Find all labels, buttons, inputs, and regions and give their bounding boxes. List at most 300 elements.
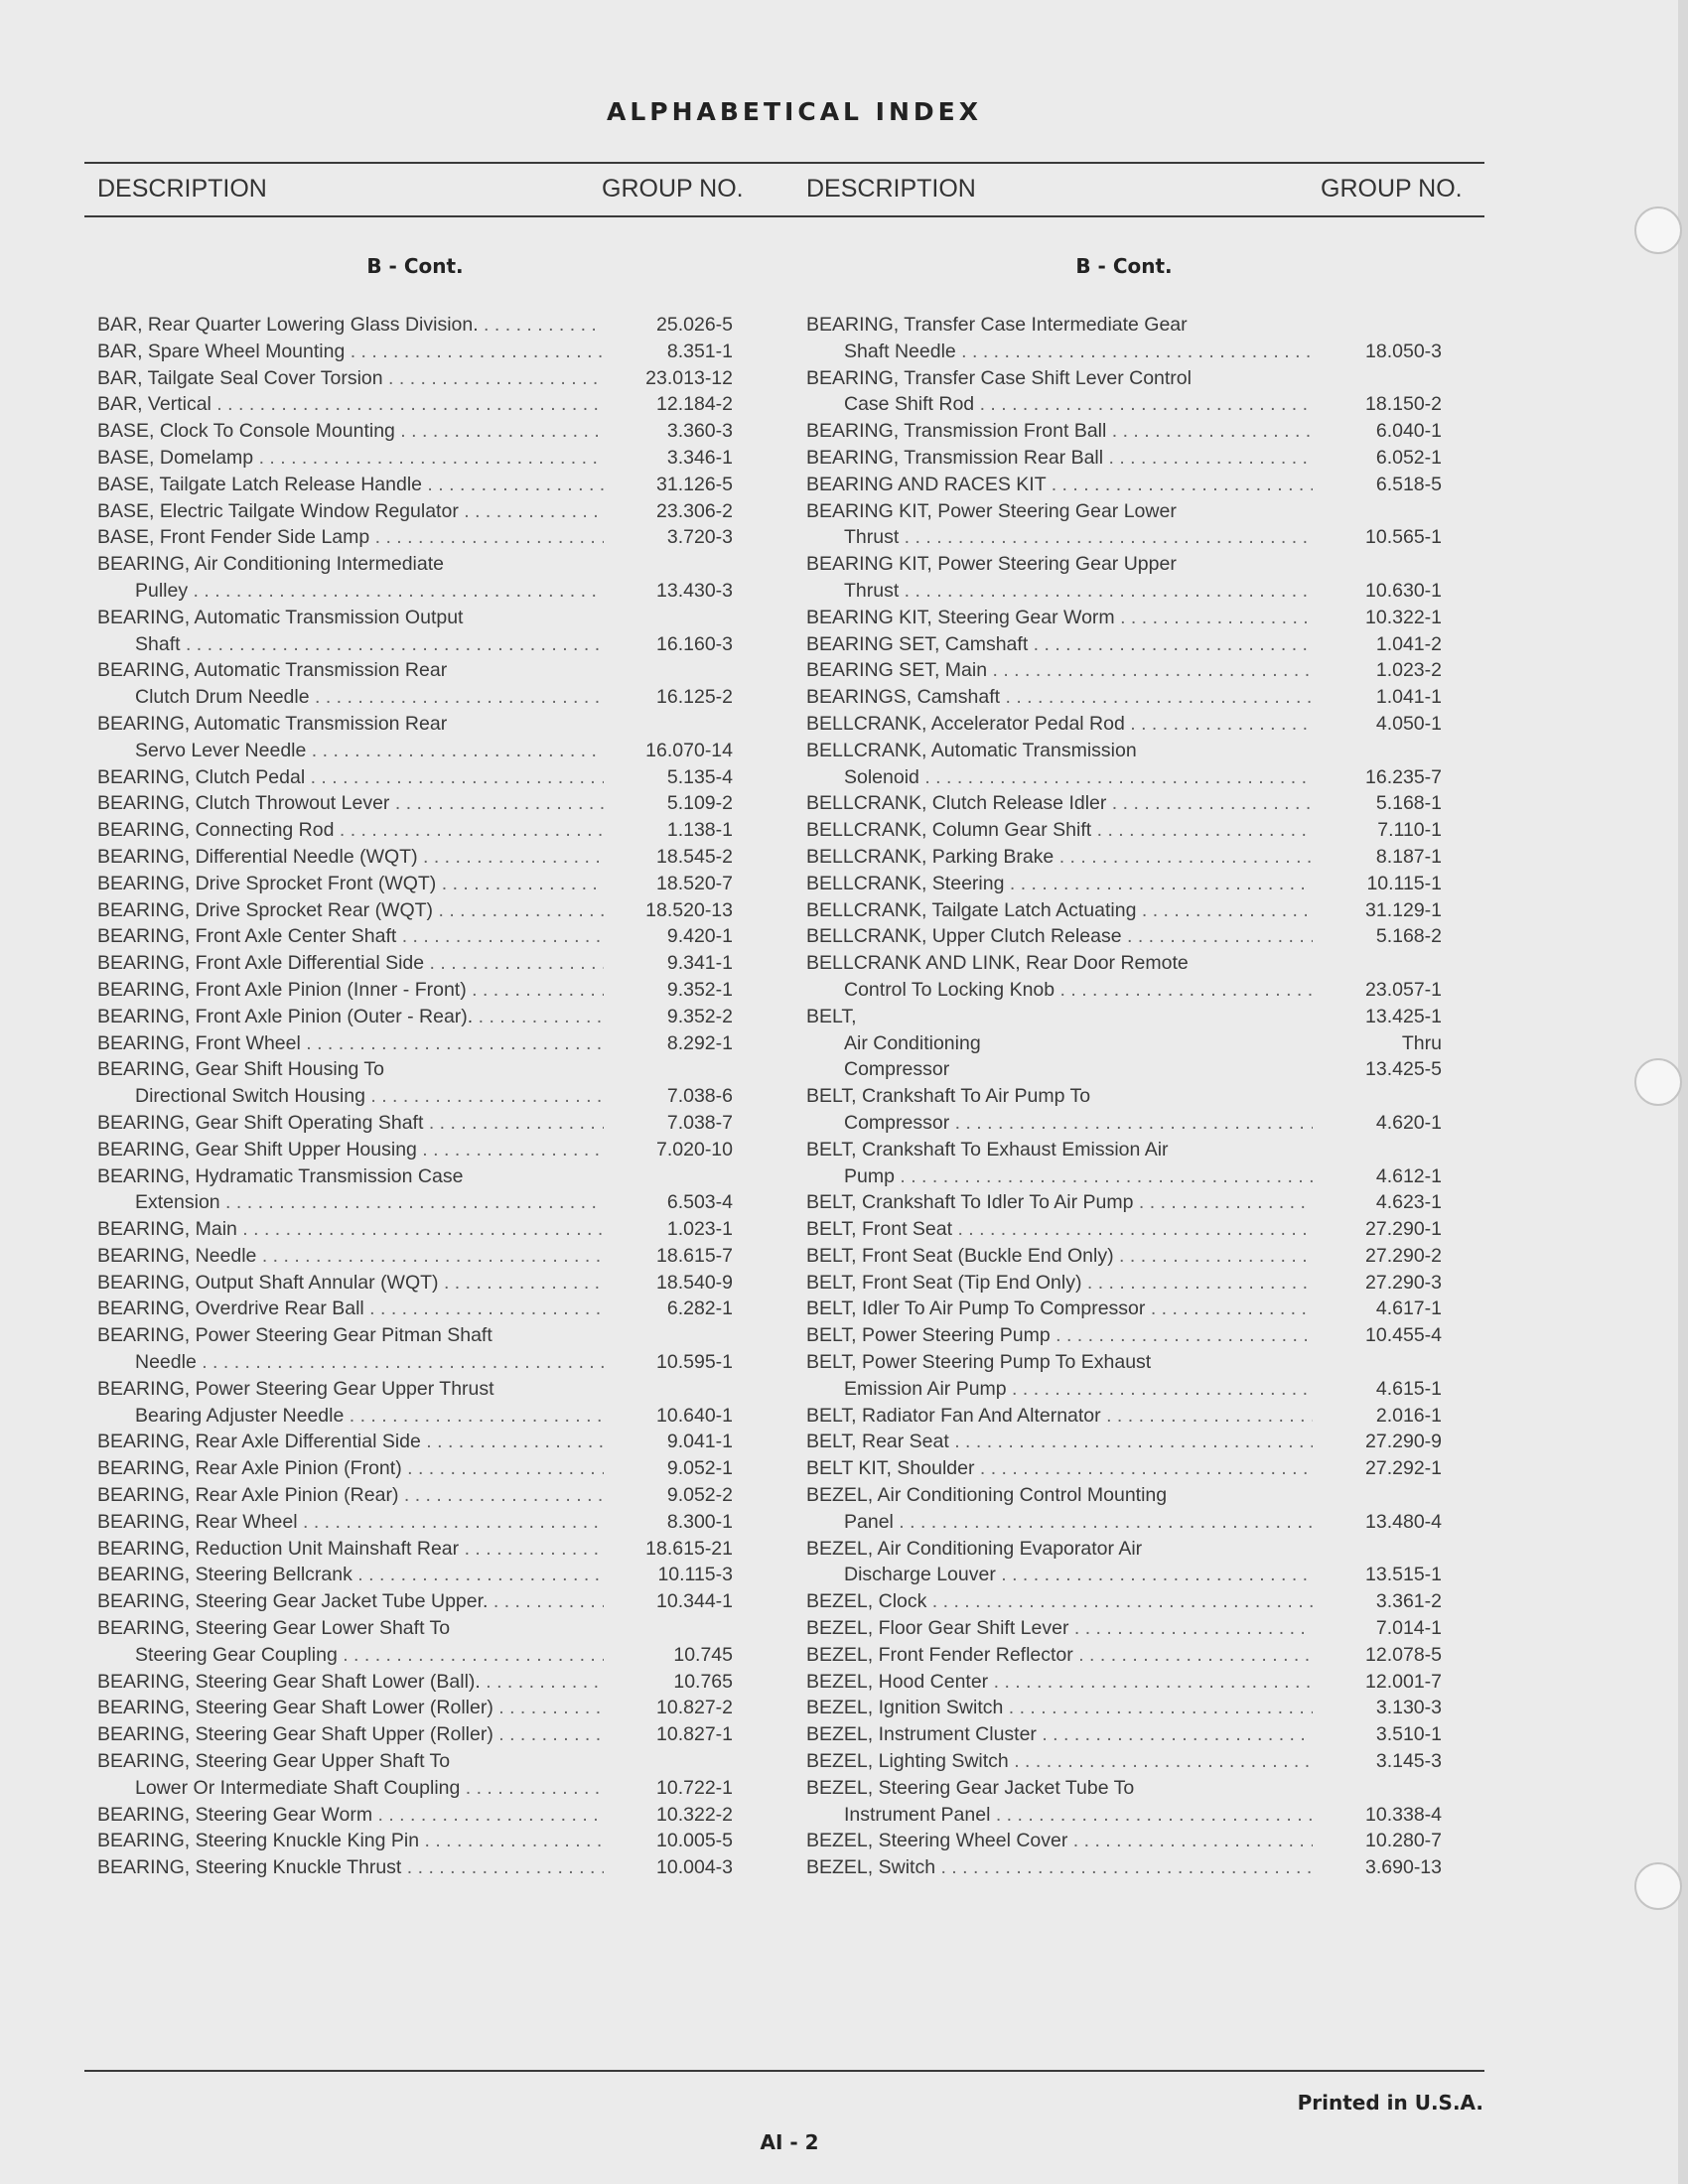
entry-description: BEARING SET, Camshaft . . .: [806, 631, 1313, 658]
entry-group-number: 1.041-1: [1375, 686, 1442, 709]
entry-group-number: 16.160-3: [656, 632, 733, 655]
index-entry: [97, 1004, 733, 1030]
entry-description: Needle . . .: [135, 1349, 604, 1376]
entry-line: [806, 1083, 1442, 1110]
index-entry: [806, 445, 1442, 472]
index-entry: [97, 844, 733, 871]
entry-line: [97, 1828, 733, 1854]
entry-line: [806, 418, 1442, 445]
index-entry: [806, 1482, 1442, 1536]
entry-description: BEARING, Steering Gear Jacket Tube Upper. . . .: [97, 1588, 604, 1615]
entry-description: BELT, Crankshaft To Idler To Air Pump . . .: [806, 1189, 1313, 1216]
entry-group-number: 10.115-3: [657, 1564, 733, 1586]
index-entry: [806, 1296, 1442, 1322]
entry-line: [806, 445, 1442, 472]
entry-description: Panel . . .: [844, 1509, 1313, 1536]
entry-group-number: 6.503-4: [666, 1191, 733, 1214]
entry-group-number: 4.617-1: [1375, 1297, 1442, 1320]
index-entry: [97, 1270, 733, 1297]
index-entry: [806, 472, 1442, 498]
entry-group-number: 10.640-1: [656, 1404, 733, 1427]
entry-group-number: 10.827-2: [656, 1697, 733, 1719]
entry-group-number: 7.038-7: [666, 1111, 733, 1134]
index-entry: [97, 1296, 733, 1322]
entry-group-number: 23.057-1: [1365, 978, 1442, 1001]
entry-line: [806, 312, 1442, 339]
entry-line: [806, 1854, 1442, 1881]
entry-description: BELT, Crankshaft To Exhaust Emission Air: [806, 1138, 1169, 1160]
entry-line: [806, 764, 1442, 791]
entry-line: [806, 1695, 1442, 1721]
entry-group-number: 13.480-4: [1365, 1510, 1442, 1533]
entry-description: Pump . . .: [844, 1163, 1313, 1190]
entry-line: [806, 472, 1442, 498]
entry-line: [97, 1243, 733, 1270]
entry-group-number: 18.545-2: [656, 845, 733, 868]
entry-description: Steering Gear Coupling . . .: [135, 1642, 604, 1669]
index-entry: [97, 1455, 733, 1482]
index-entry: [806, 738, 1442, 791]
index-entry: [97, 1429, 733, 1455]
entry-group-number: 10.722-1: [656, 1776, 733, 1799]
entry-line: [97, 1349, 733, 1376]
index-entry: [97, 524, 733, 551]
index-entry: [97, 923, 733, 950]
entry-line: [97, 1189, 733, 1216]
index-entry: [806, 950, 1442, 1004]
entry-line: [97, 1775, 733, 1802]
entry-description: BEARING, Rear Axle Pinion (Front) . . .: [97, 1455, 604, 1482]
entry-group-number: 1.023-2: [1375, 659, 1442, 682]
entry-line: [97, 1403, 733, 1430]
binder-hole-top: [1634, 206, 1682, 254]
entry-group-number: 23.306-2: [656, 499, 733, 522]
entry-line: [97, 1004, 733, 1030]
entry-line: [806, 631, 1442, 658]
entry-group-number: 1.138-1: [666, 819, 733, 842]
entry-description: BEARING, Steering Gear Upper Shaft To: [97, 1750, 451, 1773]
entry-description: BEARING, Rear Axle Pinion (Rear) . . .: [97, 1482, 604, 1509]
index-entry: [97, 1376, 733, 1430]
entry-line: [806, 1243, 1442, 1270]
entry-group-number: 5.109-2: [666, 792, 733, 815]
entry-line: [97, 977, 733, 1004]
index-entry: [806, 1642, 1442, 1669]
entry-group-number: 8.187-1: [1375, 845, 1442, 868]
entry-group-number: 8.351-1: [666, 340, 733, 362]
entry-line: [806, 1721, 1442, 1748]
entry-group-number: 1.041-2: [1375, 632, 1442, 655]
entry-group-number: 10.115-1: [1366, 872, 1442, 894]
index-entry: [806, 1828, 1442, 1854]
entry-description: BEARING, Steering Gear Lower Shaft To: [97, 1617, 451, 1640]
entry-group-number: 9.041-1: [666, 1431, 733, 1453]
entry-group-number: 10.765: [673, 1670, 733, 1693]
index-entry: [806, 844, 1442, 871]
entry-group-number: 27.290-2: [1365, 1244, 1442, 1267]
entry-line: [806, 498, 1442, 525]
entry-group-number: Thru: [1401, 1031, 1442, 1054]
entry-line: [806, 897, 1442, 924]
entry-line: [97, 551, 733, 578]
entry-line: [97, 1083, 733, 1110]
entry-description: BEZEL, Floor Gear Shift Lever . . .: [806, 1615, 1313, 1642]
entry-description: BEARING, Steering Gear Worm . . .: [97, 1802, 604, 1829]
index-entry: [97, 551, 733, 605]
entry-description: BEZEL, Hood Center . . .: [806, 1669, 1313, 1696]
entry-description: BEZEL, Clock . . .: [806, 1588, 1313, 1615]
entry-line: [806, 1748, 1442, 1775]
index-entry: [97, 445, 733, 472]
entry-line: [97, 657, 733, 684]
page-title: ALPHABETICAL INDEX: [606, 97, 983, 126]
entry-line: [806, 1163, 1442, 1190]
entry-description: BELT, Crankshaft To Air Pump To: [806, 1085, 1091, 1108]
entry-description: BEARING KIT, Power Steering Gear Upper: [806, 553, 1177, 576]
index-entry: [806, 1004, 1442, 1083]
entry-description: BEARING, Automatic Transmission Rear: [97, 712, 448, 735]
entry-description: BEARING, Hydramatic Transmission Case: [97, 1164, 464, 1187]
entry-line: [97, 1322, 733, 1349]
index-entry: [97, 1509, 733, 1536]
entry-group-number: 16.125-2: [656, 686, 733, 709]
entry-line: [97, 1642, 733, 1669]
entry-description: BEARING SET, Main . . .: [806, 657, 1313, 684]
entry-line: [806, 977, 1442, 1004]
entry-description: BELLCRANK, Steering . . .: [806, 871, 1313, 897]
entry-group-number: 10.280-7: [1365, 1830, 1442, 1852]
entry-line: [97, 1802, 733, 1829]
entry-line: [806, 684, 1442, 711]
entry-line: [97, 1562, 733, 1588]
entry-line: [97, 472, 733, 498]
index-entry: [97, 977, 733, 1004]
entry-line: [97, 498, 733, 525]
entry-group-number: 5.168-1: [1375, 792, 1442, 815]
entry-description: BELT, Front Seat . . .: [806, 1216, 1313, 1243]
entry-group-number: 10.338-4: [1365, 1803, 1442, 1826]
entry-line: [806, 1110, 1442, 1137]
entry-line: [806, 1669, 1442, 1696]
entry-group-number: 8.300-1: [666, 1510, 733, 1533]
entry-description: BEARING KIT, Power Steering Gear Lower: [806, 499, 1177, 522]
entry-group-number: 10.004-3: [656, 1856, 733, 1879]
entry-description: BEZEL, Air Conditioning Evaporator Air: [806, 1537, 1143, 1560]
entry-description: BEARING, Front Axle Center Shaft . . .: [97, 923, 604, 950]
index-entry: [97, 472, 733, 498]
entry-line: [97, 605, 733, 631]
entry-description: BEARING, Transmission Rear Ball . . .: [806, 445, 1313, 472]
entry-group-number: 10.455-4: [1365, 1324, 1442, 1347]
entry-line: [806, 1349, 1442, 1376]
entry-description: BEARING, Drive Sprocket Rear (WQT) . . .: [97, 897, 604, 924]
entry-description: BELT, Power Steering Pump . . .: [806, 1322, 1313, 1349]
entry-group-number: 9.052-2: [666, 1484, 733, 1507]
header-rule-top: [84, 162, 1484, 164]
entry-group-number: 9.052-1: [666, 1457, 733, 1480]
index-entry: [97, 498, 733, 525]
index-entry: [97, 1322, 733, 1376]
entry-group-number: 1.023-1: [666, 1218, 733, 1241]
index-entry: [806, 1721, 1442, 1748]
entry-line: [806, 1642, 1442, 1669]
entry-line: [97, 391, 733, 418]
entry-line: [806, 711, 1442, 738]
index-entry: [806, 1083, 1442, 1137]
entry-group-number: 3.361-2: [1375, 1590, 1442, 1613]
entry-group-number: 10.344-1: [656, 1590, 733, 1613]
entry-line: [97, 950, 733, 977]
index-entry: [97, 605, 733, 658]
index-entry: [806, 1588, 1442, 1615]
entry-group-number: 7.020-10: [656, 1138, 733, 1160]
index-entry: [806, 1429, 1442, 1455]
entry-line: [97, 1854, 733, 1881]
entry-line: [97, 1588, 733, 1615]
entry-description: BEARING, Needle . . .: [97, 1243, 604, 1270]
entry-group-number: 5.135-4: [666, 765, 733, 788]
entry-line: [97, 1695, 733, 1721]
index-entry: [806, 1322, 1442, 1349]
entry-line: [806, 1455, 1442, 1482]
entry-description: BEARING, Power Steering Gear Pitman Shaft: [97, 1324, 492, 1347]
index-entry: [806, 605, 1442, 631]
left-description-header: DESCRIPTION: [97, 175, 267, 203]
entry-description: Clutch Drum Needle . . .: [135, 684, 604, 711]
entry-line: [97, 339, 733, 365]
entry-description: Compressor . . .: [844, 1110, 1313, 1137]
entry-line: [97, 1110, 733, 1137]
entry-description: BEARING, Transfer Case Intermediate Gear: [806, 314, 1188, 336]
entry-group-number: 23.013-12: [645, 366, 733, 389]
entry-group-number: 9.352-2: [666, 1005, 733, 1027]
entry-description: BEARING AND RACES KIT . . .: [806, 472, 1313, 498]
index-entry: [806, 631, 1442, 658]
binder-hole-bottom: [1634, 1862, 1682, 1910]
entry-description: BEARING, Reduction Unit Mainshaft Rear . . .: [97, 1536, 604, 1563]
entry-description: BELLCRANK, Column Gear Shift . . .: [806, 817, 1313, 844]
entry-line: [806, 657, 1442, 684]
entry-line: [97, 418, 733, 445]
entry-group-number: 10.595-1: [656, 1351, 733, 1374]
right-group-header: GROUP NO.: [1321, 175, 1463, 203]
entry-line: [97, 631, 733, 658]
entry-group-number: 7.110-1: [1377, 819, 1442, 842]
entry-description: BEARING, Transfer Case Shift Lever Control: [806, 366, 1192, 389]
entry-line: [97, 844, 733, 871]
entry-description: BEZEL, Instrument Cluster . . .: [806, 1721, 1313, 1748]
right-section-heading: B - Cont.: [1075, 254, 1173, 278]
index-entry: [97, 1243, 733, 1270]
entry-line: [97, 764, 733, 791]
entry-line: [97, 684, 733, 711]
entry-line: [97, 1376, 733, 1403]
entry-group-number: 4.612-1: [1375, 1164, 1442, 1187]
entry-description: BELT, Rear Seat . . .: [806, 1429, 1313, 1455]
entry-description: Compressor: [844, 1058, 950, 1081]
entry-description: Instrument Panel . . .: [844, 1802, 1313, 1829]
index-entry: [806, 897, 1442, 924]
page-number: AI - 2: [760, 2130, 819, 2154]
entry-description: BELLCRANK, Parking Brake . . .: [806, 844, 1313, 871]
entry-group-number: 10.322-2: [656, 1803, 733, 1826]
entry-group-number: 12.184-2: [656, 393, 733, 416]
entry-description: BEARING, Steering Gear Shaft Lower (Ball). . . .: [97, 1669, 604, 1696]
entry-group-number: 25.026-5: [656, 314, 733, 336]
entry-line: [97, 1030, 733, 1057]
entry-line: [806, 871, 1442, 897]
entry-line: [806, 923, 1442, 950]
entry-line: [806, 1562, 1442, 1588]
entry-description: BEARING, Differential Needle (WQT) . . .: [97, 844, 604, 871]
entry-line: [97, 923, 733, 950]
entry-group-number: 9.420-1: [666, 925, 733, 948]
entry-description: BEARING, Rear Wheel . . .: [97, 1509, 604, 1536]
entry-group-number: 13.430-3: [656, 579, 733, 602]
entry-group-number: 3.145-3: [1375, 1750, 1442, 1773]
header-rule-bottom: [84, 215, 1484, 217]
index-entry: [97, 1615, 733, 1669]
entry-group-number: 31.126-5: [656, 473, 733, 495]
entry-description: BAR, Vertical . . .: [97, 391, 604, 418]
entry-group-number: 18.615-21: [645, 1537, 733, 1560]
entry-description: Control To Locking Knob . . .: [844, 977, 1313, 1004]
entry-group-number: 13.515-1: [1365, 1564, 1442, 1586]
entry-description: BEARING, Overdrive Rear Ball . . .: [97, 1296, 604, 1322]
entry-line: [806, 1588, 1442, 1615]
entry-line: [97, 871, 733, 897]
binder-hole-middle: [1634, 1058, 1682, 1106]
index-entry: [806, 1669, 1442, 1696]
index-entry: [97, 1056, 733, 1110]
index-entry: [806, 1403, 1442, 1430]
entry-line: [806, 1615, 1442, 1642]
entry-group-number: 16.235-7: [1365, 765, 1442, 788]
entry-line: [806, 339, 1442, 365]
entry-line: [806, 1802, 1442, 1829]
entry-group-number: 18.520-7: [656, 872, 733, 894]
entry-line: [806, 1216, 1442, 1243]
entry-line: [97, 1056, 733, 1083]
index-entry: [97, 1536, 733, 1563]
entry-line: [97, 790, 733, 817]
entry-description: Servo Lever Needle . . .: [135, 738, 604, 764]
entry-description: BASE, Electric Tailgate Window Regulator . . .: [97, 498, 604, 525]
index-entry: [806, 1748, 1442, 1775]
entry-group-number: 12.001-7: [1365, 1670, 1442, 1693]
entry-group-number: 3.510-1: [1375, 1723, 1442, 1746]
index-entry: [806, 498, 1442, 552]
entry-description: BASE, Domelamp . . .: [97, 445, 604, 472]
entry-description: BEARING, Power Steering Gear Upper Thrust: [97, 1377, 494, 1400]
entry-line: [97, 1615, 733, 1642]
index-entry: [806, 1243, 1442, 1270]
entry-description: BEARING, Transmission Front Ball . . .: [806, 418, 1313, 445]
entry-line: [806, 1030, 1442, 1057]
entry-description: Thrust . . .: [844, 524, 1313, 551]
right-index-column: [806, 312, 1442, 1881]
entry-group-number: 10.005-5: [656, 1830, 733, 1852]
entry-description: Bearing Adjuster Needle . . .: [135, 1403, 604, 1430]
entry-line: [97, 1455, 733, 1482]
index-entry: [806, 312, 1442, 365]
entry-group-number: 4.620-1: [1375, 1111, 1442, 1134]
entry-group-number: 9.352-1: [666, 978, 733, 1001]
index-entry: [97, 391, 733, 418]
footer-rule: [84, 2070, 1484, 2072]
index-entry: [806, 711, 1442, 738]
entry-description: BEARING, Output Shaft Annular (WQT) . . .: [97, 1270, 604, 1297]
entry-description: BELLCRANK, Automatic Transmission: [806, 739, 1137, 761]
entry-description: Shaft . . .: [135, 631, 604, 658]
entry-group-number: 27.292-1: [1365, 1457, 1442, 1480]
index-entry: [97, 790, 733, 817]
entry-group-number: 6.040-1: [1375, 420, 1442, 443]
index-entry: [806, 684, 1442, 711]
index-entry: [806, 871, 1442, 897]
index-entry: [97, 871, 733, 897]
entry-group-number: 10.630-1: [1365, 579, 1442, 602]
entry-group-number: 10.745: [673, 1643, 733, 1666]
entry-description: BEARING, Front Axle Pinion (Outer - Rear). . . .: [97, 1004, 604, 1030]
entry-description: BEZEL, Steering Wheel Cover . . .: [806, 1828, 1313, 1854]
entry-line: [97, 578, 733, 605]
entry-line: [97, 897, 733, 924]
entry-line: [97, 1509, 733, 1536]
entry-line: [806, 578, 1442, 605]
entry-description: BEARING, Automatic Transmission Output: [97, 606, 464, 628]
index-entry: [97, 1588, 733, 1615]
entry-description: BELT,: [806, 1005, 857, 1027]
right-description-header: DESCRIPTION: [806, 175, 976, 203]
entry-line: [97, 711, 733, 738]
printed-in-usa: Printed in U.S.A.: [1297, 2091, 1483, 2115]
entry-description: BEARING, Steering Gear Shaft Lower (Roller) . . .: [97, 1695, 604, 1721]
entry-group-number: 3.346-1: [666, 446, 733, 469]
index-entry: [97, 1721, 733, 1748]
entry-description: BAR, Rear Quarter Lowering Glass Division. . . .: [97, 312, 604, 339]
entry-description: Directional Switch Housing . . .: [135, 1083, 604, 1110]
entry-description: BELT, Front Seat (Buckle End Only) . . .: [806, 1243, 1313, 1270]
entry-description: BASE, Clock To Console Mounting . . .: [97, 418, 604, 445]
entry-group-number: 8.292-1: [666, 1031, 733, 1054]
entry-group-number: 16.070-14: [645, 739, 733, 761]
entry-line: [806, 1056, 1442, 1083]
entry-description: BEARING, Drive Sprocket Front (WQT) . . .: [97, 871, 604, 897]
entry-description: Case Shift Rod . . .: [844, 391, 1313, 418]
entry-line: [806, 1509, 1442, 1536]
entry-line: [97, 1669, 733, 1696]
index-entry: [97, 1110, 733, 1137]
index-entry: [97, 1163, 733, 1217]
entry-line: [97, 1163, 733, 1190]
index-entry: [97, 365, 733, 392]
entry-group-number: 7.014-1: [1375, 1617, 1442, 1640]
index-entry: [806, 1189, 1442, 1216]
entry-line: [806, 1376, 1442, 1403]
entry-description: BELLCRANK, Upper Clutch Release . . .: [806, 923, 1313, 950]
entry-description: BEZEL, Ignition Switch . . .: [806, 1695, 1313, 1721]
entry-group-number: 3.720-3: [666, 526, 733, 549]
index-entry: [806, 1536, 1442, 1589]
entry-line: [806, 1270, 1442, 1297]
entry-description: BEZEL, Lighting Switch . . .: [806, 1748, 1313, 1775]
entry-description: BEARING, Steering Bellcrank . . .: [97, 1562, 604, 1588]
entry-description: BEARING, Gear Shift Operating Shaft . . .: [97, 1110, 604, 1137]
entry-line: [806, 1296, 1442, 1322]
index-entry: [97, 1802, 733, 1829]
entry-line: [806, 1403, 1442, 1430]
